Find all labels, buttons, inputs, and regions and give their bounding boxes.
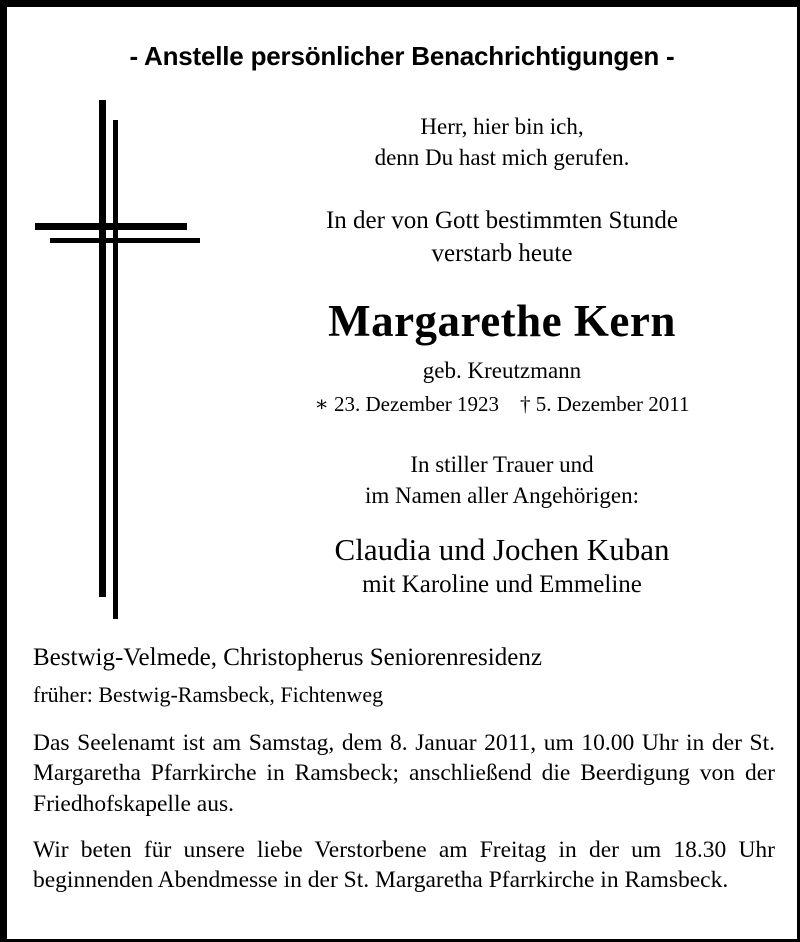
cross-horizontal-thick-bar bbox=[35, 223, 187, 230]
christian-cross-icon bbox=[7, 7, 207, 627]
announcement-line-1: In der von Gott bestimmten Stunde bbox=[325, 207, 679, 235]
scripture-verse bbox=[207, 112, 797, 173]
announcement-text bbox=[207, 204, 797, 271]
lower-details-block bbox=[33, 643, 775, 895]
notice-header: - Anstelle persönlicher Benachrichtigungen - bbox=[129, 41, 675, 71]
verse-line-1: Herr, hier bin ich, bbox=[420, 114, 584, 139]
service-details-paragraph: Das Seelenamt ist am Samstag, dem 8. Januar 2011, um 10.00 Uhr in der St. Margaretha Pfarrkirche in Ramsbeck; anschließend die Beerdigung von der Friedhofskapelle aus. bbox=[33, 730, 775, 817]
residence-address: Bestwig-Velmede, Christopherus Seniorenresidenz bbox=[33, 644, 542, 671]
former-residence-address: früher: Bestwig-Ramsbeck, Fichtenweg bbox=[33, 682, 384, 707]
cross-vertical-thick-bar bbox=[99, 100, 106, 597]
centered-text-column bbox=[207, 112, 797, 600]
verse-line-2: denn Du hast mich gerufen. bbox=[374, 144, 630, 170]
deceased-name: Margarethe Kern bbox=[328, 295, 676, 346]
mourning-line-2: im Namen aller Angehörigen: bbox=[364, 482, 639, 508]
mourning-statement bbox=[207, 450, 797, 511]
deceased-maiden-name: geb. Kreutzmann bbox=[422, 358, 582, 384]
cross-vertical-thin-bar bbox=[113, 120, 118, 619]
survivors-secondary: mit Karoline und Emmeline bbox=[362, 570, 642, 598]
survivors-primary: Claudia und Jochen Kuban bbox=[334, 532, 670, 568]
cross-horizontal-thin-bar bbox=[50, 238, 200, 243]
birth-death-dates: ∗ 23. Dezember 1923 † 5. Dezember 2011 bbox=[314, 392, 690, 417]
prayer-details-paragraph: Wir beten für unsere liebe Verstorbene am Freitag in der um 18.30 Uhr beginnenden Abendmesse in der St. Margaretha Pfarrkirche in Ramsbeck. bbox=[33, 836, 775, 893]
mourning-line-1: In stiller Trauer und bbox=[410, 452, 594, 478]
announcement-line-2: verstarb heute bbox=[431, 240, 573, 268]
